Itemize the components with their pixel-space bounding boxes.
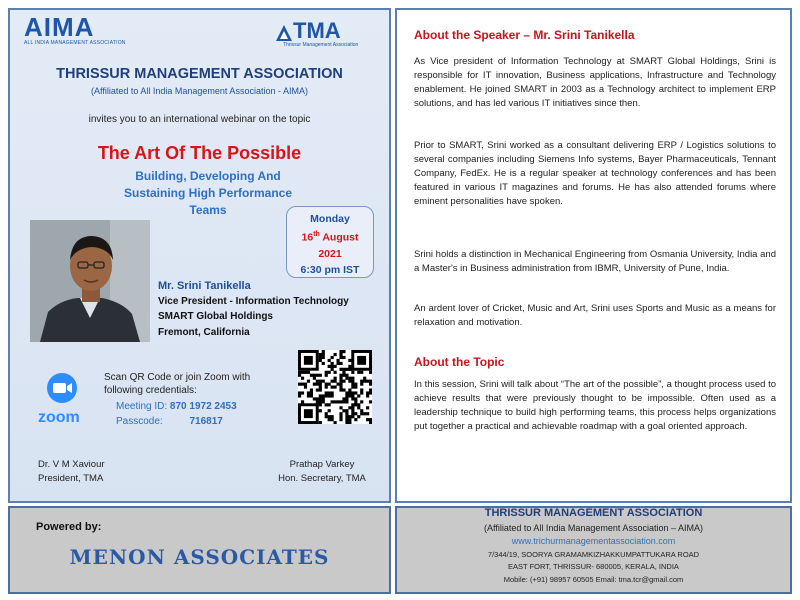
about-speaker-paragraph-4: An ardent lover of Cricket, Music and Art, Srini uses Sports and Music as a means for relaxation and motivation. [414, 303, 776, 328]
signatory-right-name: Prathap Varkey [289, 459, 355, 470]
signatory-left-name: Dr. V M Xaviour [38, 459, 105, 470]
signatory-right [252, 458, 392, 486]
speaker-name: Mr. Srini Tanikella [158, 280, 251, 292]
footer-address-line-1: 7/344/19, SOORYA GRAMAMKIZHAKKUMPATTUKARA ROAD [487, 550, 700, 559]
meeting-id-label: Meeting ID: [116, 401, 168, 412]
date-line [287, 227, 373, 246]
invitation-text: invites you to an international webinar on the topic [88, 114, 311, 125]
date-suffix: th [313, 231, 320, 238]
footer-org-title: THRISSUR MANAGEMENT ASSOCIATION [484, 507, 703, 519]
tma-logo [275, 20, 365, 52]
about-speaker-heading: About the Speaker – Mr. Srini Tanikella [414, 28, 635, 42]
speaker-role: Vice President - Information Technology [158, 296, 349, 307]
date-year: 2021 [318, 247, 342, 260]
sponsor-name: MENON ASSOCIATES [69, 545, 330, 569]
footer-address-line-2: EAST FORT, THRISSUR- 680005, KERALA, INDIA [508, 562, 679, 571]
org-affiliation: (Affiliated to All India Management Association - AIMA) [91, 86, 308, 96]
talk-subtitle: Building, Developing And Sustaining High Performance Teams [123, 169, 293, 217]
tma-triangle-icon [275, 24, 293, 42]
speaker-company: SMART Global Holdings [158, 311, 273, 322]
date-time: 6:30 pm IST [300, 263, 360, 276]
zoom-wordmark: zoom [38, 409, 80, 426]
aima-logo-subtitle: ALL INDIA MANAGEMENT ASSOCIATION [24, 40, 126, 46]
signatory-left-title: President, TMA [38, 473, 104, 484]
date-box [286, 206, 374, 278]
powered-by-label: Powered by: [36, 521, 102, 533]
tma-logo-subtitle: Thrissur Management Association [283, 42, 359, 48]
org-title: THRISSUR MANAGEMENT ASSOCIATION [56, 66, 343, 82]
signatory-left [38, 458, 105, 486]
date-month: August [319, 231, 359, 244]
speaker-location: Fremont, California [158, 327, 250, 338]
aima-logo-word: AIMA [24, 12, 95, 42]
about-topic-heading: About the Topic [414, 355, 505, 369]
passcode-value: 716817 [189, 416, 223, 427]
speaker-photo [30, 220, 150, 342]
zoom-qr-code[interactable] [298, 350, 372, 424]
zoom-instructions: Scan QR Code or join Zoom with following credentials: [104, 372, 251, 396]
talk-title: The Art Of The Possible [97, 143, 302, 163]
date-number: 16 [301, 231, 314, 244]
zoom-camera-icon [46, 372, 78, 404]
qr-code-icon [298, 350, 372, 424]
signatory-right-title: Hon. Secretary, TMA [278, 473, 366, 484]
aima-logo [24, 14, 134, 50]
footer-org-affiliation: (Affiliated to All India Management Association – AIMA) [484, 523, 703, 533]
meeting-id-value: 870 1972 2453 [169, 401, 237, 412]
footer-contact: Mobile: (+91) 98957 60505 Email: tma.tcr@gmail.com [503, 575, 684, 584]
about-topic-paragraph: In this session, Srini will talk about “The art of the possible”, a thought process used to achieve results that were previously thought to be impossible. Often used as a leadership technique to build high performing teams, this process helps organizations put together a practical and achievable roadmap with a goal oriented approach. [414, 379, 776, 432]
zoom-logo [38, 372, 88, 426]
passcode-label: Passcode: [116, 416, 163, 427]
footer-website-link[interactable]: www.trichurmanagementassociation.com [511, 536, 676, 546]
passcode-row [116, 416, 223, 427]
about-speaker-paragraph-2: Prior to SMART, Srini worked as a consultant delivering ERP / Logistics solutions to several companies including Siemens Info systems, Bayer Pharmaceuticals, Tennant Company, FedEx. He is a regular speaker at technology conferences and has been featured in various IT magazines and forums. He has also attended forums where eminent personalities have spoken. [414, 140, 776, 207]
tma-logo-word: TMA [293, 18, 341, 43]
speaker-portrait-image [30, 220, 150, 342]
about-speaker-paragraph-3: Srini holds a distinction in Mechanical Engineering from Osmania University, India and a Master's in Business administration from IBMR, University of Pune, India. [414, 249, 776, 274]
about-speaker-paragraph-1: As Vice president of Information Technology at SMART Global Holdings, Srini is responsible for IT innovation, Business applications, Infrastructure and Technology enablement. He joined SMART in 2003 as a Technology architect to implement ERP solutions, and has led various IT initiatives since then. [414, 56, 776, 109]
date-day: Monday [310, 213, 350, 225]
meeting-id-row [116, 401, 237, 412]
